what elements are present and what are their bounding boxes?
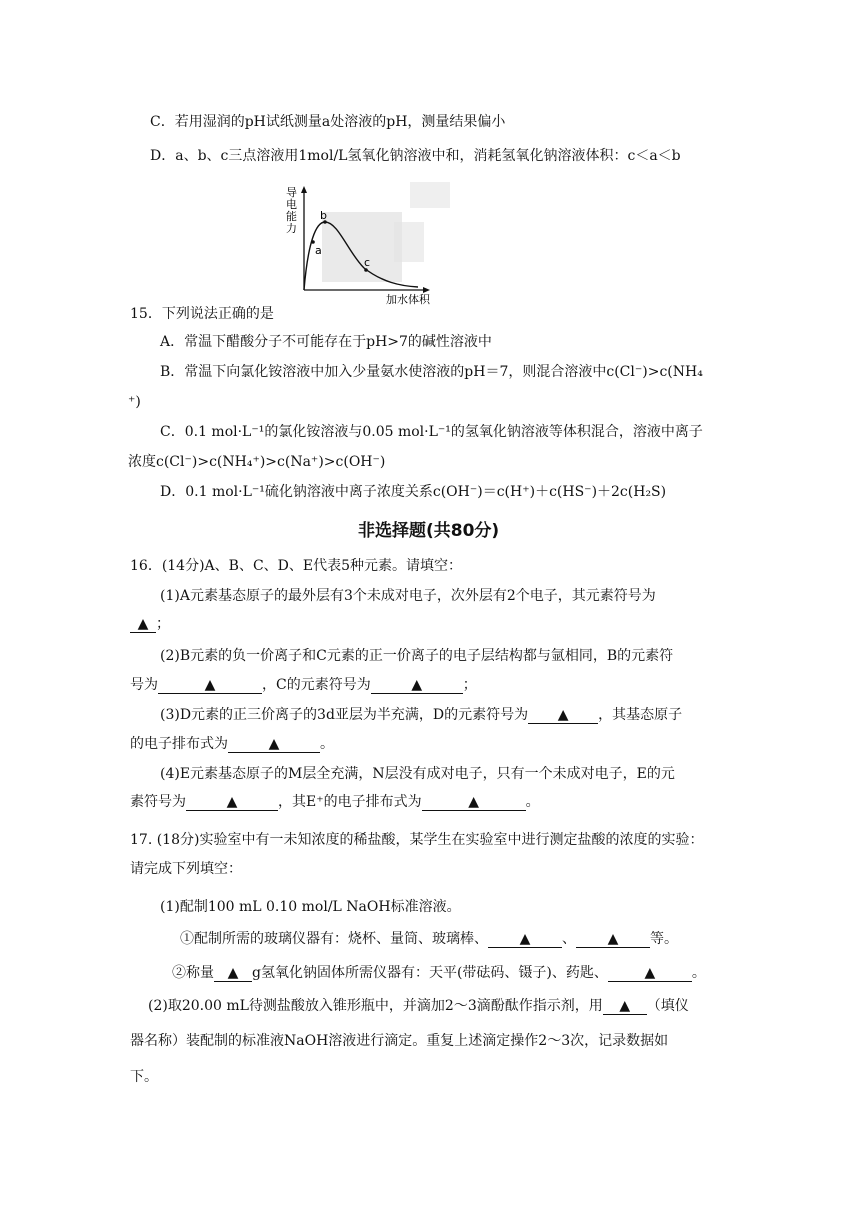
answer-blank[interactable]: ▲ bbox=[186, 794, 278, 811]
q16-part3-line1 bbox=[160, 705, 682, 725]
answer-blank[interactable]: ▲ bbox=[528, 707, 598, 724]
q15-option-a: A．常温下醋酸分子不可能存在于pH>7的碱性溶液中 bbox=[160, 334, 492, 350]
text: 的电子排布式为 bbox=[130, 736, 228, 752]
q16-part3-line2 bbox=[130, 734, 334, 754]
conductivity-figure bbox=[282, 182, 450, 306]
q16-part4-line1: (4)E元素基态原子的M层全充满，N层没有成对电子，只有一个未成对电子，E的元 bbox=[160, 766, 675, 782]
watermark-noise bbox=[394, 222, 424, 262]
y-axis-label-1: 导 bbox=[286, 186, 297, 199]
text: 。 bbox=[320, 736, 334, 752]
text: ①配制所需的玻璃仪器有：烧杯、量筒、玻璃棒、 bbox=[180, 931, 488, 947]
q17-stem-line2: 请完成下列填空： bbox=[130, 861, 242, 877]
answer-blank[interactable]: ▲ bbox=[603, 998, 647, 1015]
section-heading: 非选择题(共80分) bbox=[358, 521, 500, 541]
text: 。 bbox=[525, 794, 540, 810]
answer-blank[interactable]: ▲ bbox=[576, 931, 650, 948]
q17-part2-line3: 下。 bbox=[130, 1069, 158, 1085]
answer-blank[interactable]: ▲ bbox=[488, 931, 562, 948]
q17-part1: (1)配制100 mL 0.10 mol/L NaOH标准溶液。 bbox=[160, 899, 461, 915]
answer-blank[interactable]: ▲ bbox=[608, 965, 692, 982]
text: 。 bbox=[691, 965, 706, 981]
text: ； bbox=[462, 677, 477, 693]
q14-option-c: C．若用湿润的pH试纸测量a处溶液的pH，测量结果偏小 bbox=[150, 114, 506, 130]
punctuation: ； bbox=[156, 616, 170, 632]
conductivity-curve-graph bbox=[282, 182, 450, 306]
q15-option-d: D．0.1 mol·L⁻¹硫化钠溶液中离子浓度关系c(OH⁻)＝c(H⁺)＋c(HS⁻)＋2c(H₂S) bbox=[160, 484, 667, 500]
text: (3)D元素的正三价离子的3d亚层为半充满，D的元素符号为 bbox=[160, 707, 529, 723]
y-axis-label-4: 力 bbox=[286, 222, 297, 235]
text: ，其基态原子 bbox=[598, 707, 683, 723]
answer-blank[interactable]: ▲ bbox=[130, 616, 156, 633]
point-c-label: c bbox=[364, 256, 371, 269]
watermark-noise bbox=[410, 182, 450, 208]
answer-blank[interactable]: ▲ bbox=[371, 677, 463, 694]
y-axis-label-2: 电 bbox=[286, 198, 297, 211]
q17-part1b bbox=[172, 963, 706, 983]
text: ，其E⁺的电子排布式为 bbox=[278, 794, 422, 810]
q14-option-d: D．a、b、c三点溶液用1mol/L氢氧化钠溶液中和，消耗氢氧化钠溶液体积：c＜a＜b bbox=[150, 148, 681, 164]
q17-part2-line1 bbox=[148, 996, 689, 1016]
text: 、 bbox=[562, 931, 576, 947]
answer-blank[interactable]: ▲ bbox=[422, 794, 526, 811]
q15-option-c-line1: C．0.1 mol·L⁻¹的氯化铵溶液与0.05 mol·L⁻¹的氢氧化钠溶液等体积混合，溶液中离子 bbox=[160, 424, 703, 440]
q16-part2-line1: (2)B元素的负一价离子和C元素的正一价离子的电子层结构都与氩相同，B的元素符 bbox=[160, 648, 674, 664]
answer-blank[interactable]: ▲ bbox=[158, 677, 262, 694]
q16-part4-line2 bbox=[130, 792, 540, 812]
text: 等。 bbox=[650, 931, 678, 947]
text: ，C的元素符号为 bbox=[262, 677, 371, 693]
text: 素符号为 bbox=[130, 794, 186, 810]
text: g氢氧化钠固体所需仪器有：天平(带砝码、镊子)、药匙、 bbox=[252, 965, 608, 981]
q17-stem-line1: 17. (18分)实验室中有一未知浓度的稀盐酸，某学生在实验室中进行测定盐酸的浓度的实验： bbox=[130, 832, 704, 848]
q15-option-b-line1: B．常温下向氯化铵溶液中加入少量氨水使溶液的pH＝7，则混合溶液中c(Cl⁻)>c(NH₄ bbox=[160, 364, 703, 380]
q15-option-c-line2: 浓度c(Cl⁻)>c(NH₄⁺)>c(Na⁺)>c(OH⁻) bbox=[128, 454, 386, 470]
text: 号为 bbox=[130, 677, 158, 693]
q15-stem: 15．下列说法正确的是 bbox=[130, 306, 274, 322]
y-axis-label-3: 能 bbox=[286, 210, 297, 223]
q17-part1a bbox=[180, 929, 678, 949]
answer-blank[interactable]: ▲ bbox=[214, 965, 252, 982]
point-b-label: b bbox=[320, 209, 327, 222]
q16-part1-line1: (1)A元素基态原子的最外层有3个未成对电子，次外层有2个电子，其元素符号为 bbox=[160, 588, 656, 604]
point-a-label: a bbox=[315, 244, 322, 257]
text: ②称量 bbox=[172, 965, 214, 981]
q16-stem: 16．(14分)A、B、C、D、E代表5种元素。请填空： bbox=[130, 558, 463, 574]
answer-blank[interactable]: ▲ bbox=[228, 736, 320, 753]
watermark-noise bbox=[322, 212, 402, 282]
text: （填仪 bbox=[646, 998, 689, 1014]
q17-part2-line2: 器名称）装配制的标准液NaOH溶液进行滴定。重复上述滴定操作2～3次，记录数据如 bbox=[130, 1033, 669, 1049]
x-axis-label: 加水体积 bbox=[386, 293, 430, 306]
y-axis-arrow bbox=[301, 186, 307, 193]
q16-part2-line2 bbox=[130, 675, 477, 695]
q15-option-b-line2: ⁺) bbox=[128, 394, 141, 410]
q16-part1-line2 bbox=[130, 614, 170, 634]
text: (2)取20.00 mL待测盐酸放入锥形瓶中，并滴加2～3滴酚酞作指示剂，用 bbox=[148, 998, 603, 1014]
